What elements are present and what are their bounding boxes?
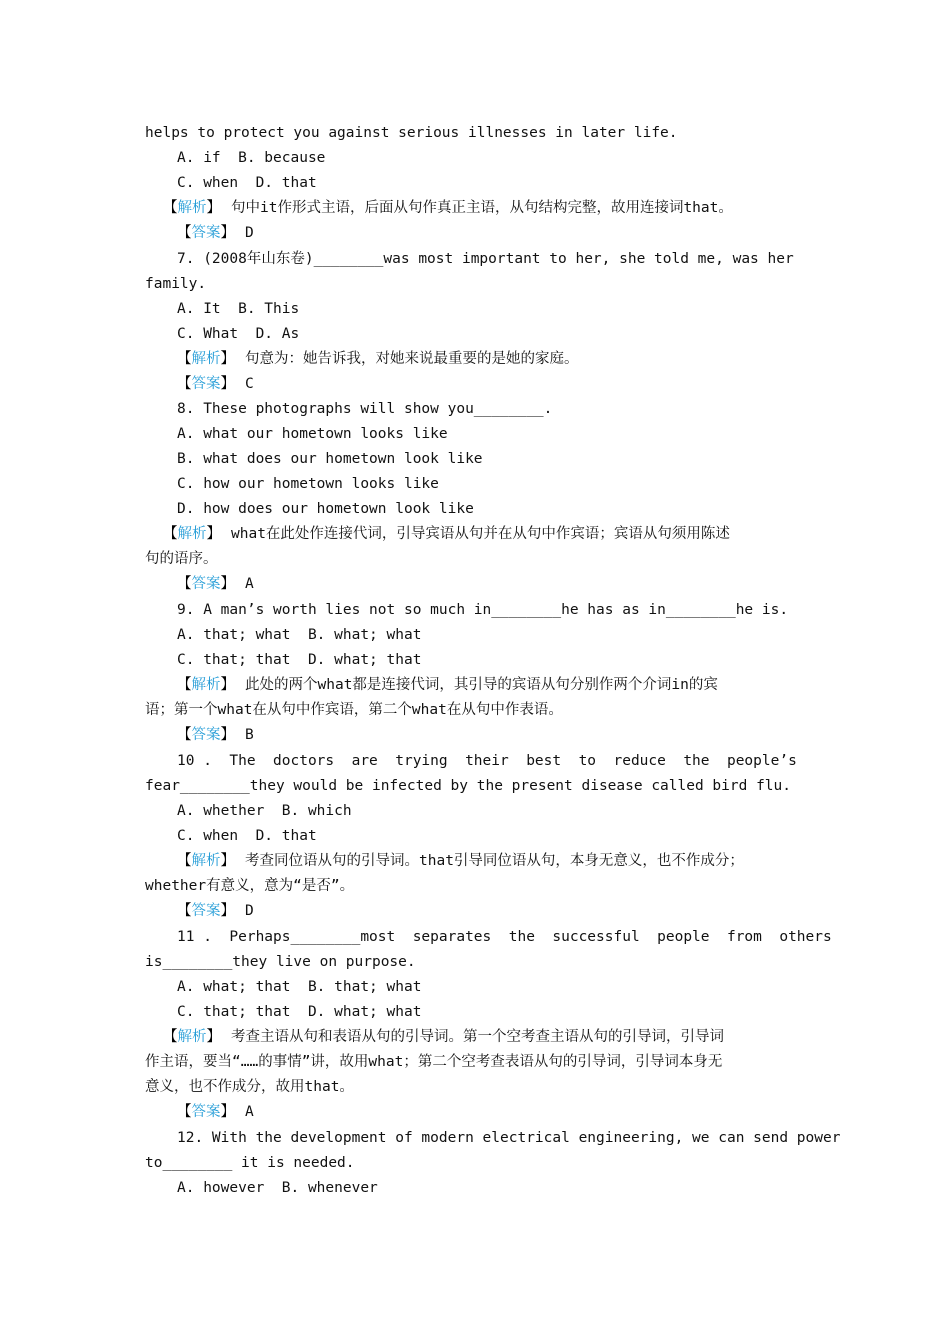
line-text: what在此处作连接代词，引导宾语从句并在从句中作宾语；宾语从句须用陈述 [231,526,730,542]
analysis-line [177,849,950,873]
line-text: C [245,376,254,392]
tag-bracket-open: 【 [177,677,192,693]
text-line [177,648,950,672]
tag-bracket-open: 【 [177,853,192,869]
tag-label: 解析 [191,351,221,367]
answer-line [177,572,950,596]
tag-bracket-open: 【 [177,1104,192,1120]
tag-bracket-open: 【 [163,526,178,542]
line-text: 11 . Perhaps________most separates the successful people from others [177,929,832,945]
text-line [177,799,950,823]
text-line [177,623,950,647]
text-line [177,925,950,949]
tag-bracket-open: 【 [177,351,192,367]
tag-bracket-open: 【 [177,903,192,919]
line-text: 10 . The doctors are trying their best to reduce the people’s [177,753,797,769]
text-line [177,247,950,271]
line-text: A. if B. because [177,150,326,166]
answer-line [177,723,950,747]
answer-line [177,1100,950,1124]
text-line [177,322,950,346]
line-text: A [245,576,254,592]
line-text: 12. With the development of modern electrical engineering, we can send power [177,1130,841,1146]
text-line [177,447,950,471]
line-text: 7. (2008年山东卷)________was most important to her, she told me, was her [177,251,794,267]
analysis-line [163,196,950,220]
tag-label: 答案 [191,1104,221,1120]
tag-bracket-close: 】 [220,903,235,919]
line-text: 句的语序。 [145,551,218,567]
text-line [145,1151,950,1175]
text-line [145,698,950,722]
line-text: C. that; that D. what; what [177,1004,422,1020]
tag-bracket-close: 】 [206,1029,221,1045]
text-line [177,1126,950,1150]
analysis-line [177,673,950,697]
line-text: C. that; that D. what; that [177,652,422,668]
tag-bracket-open: 【 [163,1029,178,1045]
line-text: A. that; what B. what; what [177,627,422,643]
tag-label: 答案 [191,225,221,241]
text-line [177,397,950,421]
line-text: D [245,225,254,241]
text-line [145,874,950,898]
text-line [177,749,950,773]
line-text: D [245,903,254,919]
text-line [177,422,950,446]
line-text: fear________they would be infected by the present disease called bird flu. [145,778,792,794]
text-line [177,1176,950,1200]
line-text: to________ it is needed. [145,1155,355,1171]
line-text: A. It B. This [177,301,300,317]
tag-bracket-close: 】 [220,225,235,241]
tag-label: 解析 [177,200,207,216]
analysis-line [163,1025,950,1049]
tag-bracket-close: 】 [206,526,221,542]
tag-bracket-close: 】 [220,576,235,592]
line-text: C. when D. that [177,175,317,191]
line-text: C. when D. that [177,828,317,844]
line-text: 句意为：她告诉我，对她来说最重要的是她的家庭。 [245,351,579,367]
text-line [177,171,950,195]
line-text: 语；第一个what在从句中作宾语，第二个what在从句中作表语。 [145,702,563,718]
text-line [145,1075,950,1099]
line-text: is________they live on purpose. [145,954,416,970]
tag-label: 解析 [177,526,207,542]
tag-bracket-open: 【 [177,376,192,392]
line-text: A. what; that B. that; what [177,979,422,995]
line-text: A. what our hometown looks like [177,426,448,442]
line-text: B [245,727,254,743]
line-text: 9. A man’s worth lies not so much in________he has as in________he is. [177,602,789,618]
text-line [177,598,950,622]
line-text: A [245,1104,254,1120]
tag-label: 答案 [191,727,221,743]
line-text: 作主语，要当“……的事情”讲，故用what；第二个空考查表语从句的引导词，引导词本身无 [145,1054,723,1070]
line-text: helps to protect you against serious illnesses in later life. [145,125,678,141]
text-line [145,1050,950,1074]
answer-line [177,899,950,923]
line-text: 8. These photographs will show you________. [177,401,553,417]
line-text: D. how does our hometown look like [177,501,474,517]
tag-label: 答案 [191,576,221,592]
tag-bracket-close: 】 [220,727,235,743]
text-line [177,472,950,496]
tag-bracket-close: 】 [220,853,235,869]
line-text: 考查主语从句和表语从句的引导词。第一个空考查主语从句的引导词，引导词 [231,1029,724,1045]
answer-line [177,372,950,396]
analysis-line [177,347,950,371]
line-text: whether有意义，意为“是否”。 [145,878,355,894]
answer-line [177,221,950,245]
tag-bracket-close: 】 [220,351,235,367]
line-text: 句中it作形式主语，后面从句作真正主语，从句结构完整，故用连接词that。 [231,200,733,216]
text-line [177,146,950,170]
text-line [177,824,950,848]
line-text: family. [145,276,207,292]
tag-bracket-open: 【 [177,727,192,743]
tag-label: 解析 [191,853,221,869]
line-text: A. whether B. which [177,803,352,819]
tag-bracket-open: 【 [177,225,192,241]
line-text: A. however B. whenever [177,1180,378,1196]
tag-label: 解析 [191,677,221,693]
text-line [145,774,950,798]
line-text: 意义，也不作成分，故用that。 [145,1079,354,1095]
tag-bracket-close: 】 [220,376,235,392]
line-text: C. What D. As [177,326,300,342]
text-line [177,975,950,999]
tag-bracket-open: 【 [177,576,192,592]
analysis-line [163,522,950,546]
text-line [145,272,950,296]
line-text: B. what does our hometown look like [177,451,483,467]
tag-bracket-close: 】 [220,1104,235,1120]
text-line [145,121,950,145]
tag-bracket-open: 【 [163,200,178,216]
line-text: C. how our hometown looks like [177,476,439,492]
tag-bracket-close: 】 [206,200,221,216]
tag-label: 答案 [191,903,221,919]
tag-label: 答案 [191,376,221,392]
line-text: 考查同位语从句的引导词。that引导同位语从句，本身无意义，也不作成分； [245,853,744,869]
tag-bracket-close: 】 [220,677,235,693]
text-line [177,297,950,321]
text-line [177,1000,950,1024]
text-line [145,950,950,974]
text-line [177,497,950,521]
text-line [145,547,950,571]
line-text: 此处的两个what都是连接代词，其引导的宾语从句分别作两个介词in的宾 [245,677,718,693]
tag-label: 解析 [177,1029,207,1045]
